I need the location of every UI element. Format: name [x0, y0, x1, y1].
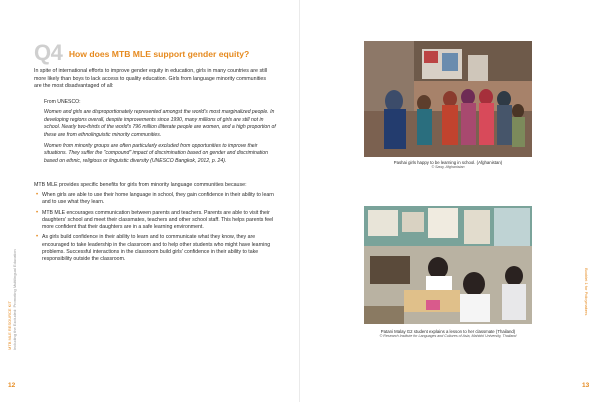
side-title-right — [581, 268, 591, 348]
caption-text: Patani Malay G2 student explains a lesson to her classmate (Thailand) — [380, 329, 516, 334]
quote-paragraph-2: Women from minority groups are often particularly excluded from opportunities to improve their situations. They suffer the "compound" impact of discrimination based on gender and discrimination based on ethnic, religious or linguistic diversity (UNESCO Bangkok, 2012, p. 24). — [44, 143, 268, 164]
list-item: • When girls are able to use their home language in school, they gain confidence in their ability to learn and to use what they learn. — [36, 192, 274, 206]
list-item: • As girls build confidence in their ability to learn and to communicate what they know, they are encouraged to take leadership in the classroom and to help other students who might have learning problems. Successful interactions in the classroom build girls' confidence in their ability to take responsibility outside the classroom. — [36, 234, 271, 263]
unesco-quote — [44, 99, 276, 169]
side-title-left — [2, 240, 16, 350]
photo-afghan-girls-image — [364, 41, 532, 157]
page-number-right: 13 — [582, 382, 590, 389]
question-number: Q4 — [34, 40, 63, 65]
caption-photo-2 — [364, 329, 532, 340]
bullet-icon: • — [36, 209, 39, 216]
booklet-title: Booklet 1 for Policymakers — [584, 268, 589, 316]
caption-text: Pashai girls happy to be learning in school. (Afghanistan) — [393, 160, 503, 165]
quote-paragraph-1: Women and girls are disproportionately represented amongst the world's most marginalized people. In developing regions overall, despite improvements since 1990, many millions of girls are still not in school. Nearly two-thirds of the world's 796 million illiterate people are women, and a high proportion of these are from ethnolinguistic minority communities. — [44, 109, 276, 138]
quote-source: From UNESCO: — [44, 99, 81, 105]
benefits-list — [36, 192, 276, 267]
page-number-left: 12 — [8, 382, 16, 389]
photo-thai-classroom — [364, 206, 532, 324]
benefits-intro: MTB MLE provides specific benefits for girls from minority language communities because: — [34, 182, 247, 188]
intro-paragraph: In spite of international efforts to improve gender equity in education, girls in many countries are still more likely than boys to lack access to quality education. Girls from language minority communities are the most disadvantaged of all: — [34, 68, 268, 90]
caption-photo-1 — [364, 160, 532, 171]
bullet-icon: • — [36, 234, 39, 241]
question-heading — [34, 40, 249, 66]
kit-subtitle: Including the Excluded: Promoting Multilingual Education — [12, 249, 17, 350]
photo-afghan-girls — [364, 41, 532, 157]
bullet-icon: • — [36, 192, 39, 198]
caption-credit: © Research Institute for Languages and Cultures of Asia, Mahidol University, Thailand — [379, 334, 517, 339]
kit-title: MTB MLE RESOURCE KIT — [7, 301, 12, 350]
caption-credit: © Sawy, Afghanistan — [431, 165, 465, 170]
question-title: How does MTB MLE support gender equity? — [68, 49, 250, 59]
list-item: • MTB MLE encourages communication between parents and teachers. Parents are able to visit their daughters' school and meet their classmates, teachers and other school staff. This helps parents feel more confident that their daughters are in a safe learning environment. — [36, 209, 274, 231]
photo-thai-classroom-image — [364, 206, 532, 324]
